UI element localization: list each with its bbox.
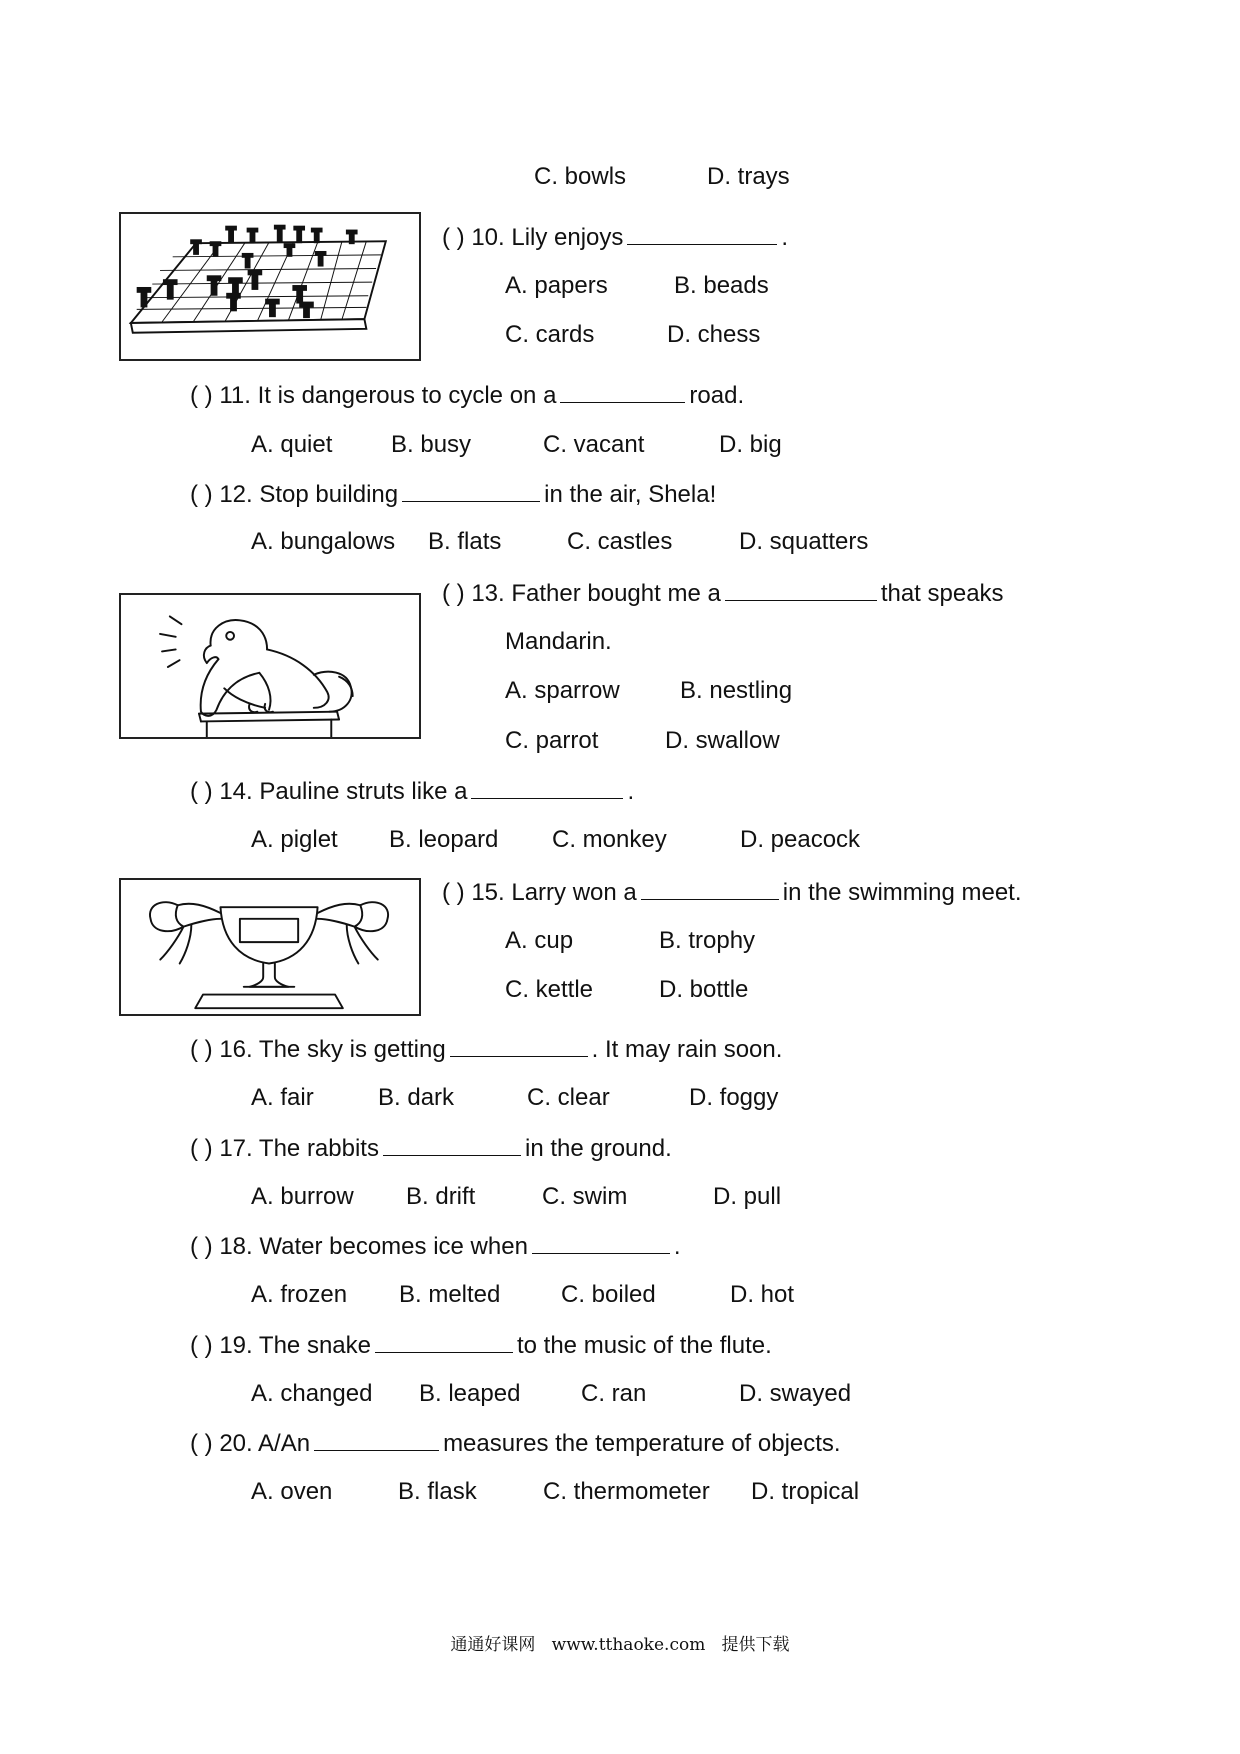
q20-option-b: B. flask — [398, 1478, 477, 1505]
q16-option-b: B. dark — [378, 1084, 455, 1111]
answer-blank[interactable] — [532, 1231, 670, 1254]
q14-option-a: A. piglet — [251, 826, 338, 853]
q19-option-a: A. changed — [251, 1380, 373, 1407]
q16-option-c: C. clear — [527, 1084, 610, 1111]
q14-option-c: C. monkey — [552, 826, 667, 853]
q15-option-d: D. bottle — [659, 976, 749, 1003]
question-20-stem: ( ) 20. A/An measures the temperature of objects. — [190, 1430, 841, 1457]
chess-board-icon — [121, 214, 419, 359]
answer-blank[interactable] — [471, 776, 623, 799]
q19-option-b: B. leaped — [419, 1380, 521, 1407]
q14-option-d: D. peacock — [740, 826, 861, 853]
q10-option-c: C. cards — [505, 321, 595, 348]
answer-blank[interactable] — [383, 1133, 521, 1156]
question-16-stem: ( ) 16. The sky is getting . It may rain soon. — [190, 1036, 783, 1063]
question-12-stem: ( ) 12. Stop building in the air, Shela! — [190, 481, 717, 508]
trophy-icon — [121, 880, 419, 1014]
question-13-stem-continued: Mandarin. — [505, 628, 612, 655]
page-footer — [0, 1634, 1240, 1656]
footer-note: 提供下载 — [721, 1635, 790, 1655]
q16-option-a: A. fair — [251, 1084, 314, 1111]
footer-site-name: 通通好课网 — [450, 1635, 536, 1655]
q18-option-c: C. boiled — [561, 1281, 656, 1308]
q15-option-a: A. cup — [505, 927, 574, 954]
q10-option-b: B. beads — [674, 272, 769, 299]
answer-blank[interactable] — [725, 578, 877, 601]
parrot-icon — [121, 595, 419, 737]
question-10-stem: ( ) 10. Lily enjoys . — [442, 224, 789, 251]
q9-option-c: C. bowls — [534, 163, 627, 190]
q11-option-a: A. quiet — [251, 431, 333, 458]
answer-blank[interactable] — [402, 479, 540, 502]
q15-option-c: C. kettle — [505, 976, 594, 1003]
q20-option-d: D. tropical — [751, 1478, 860, 1505]
question-19-stem: ( ) 19. The snake to the music of the flute. — [190, 1332, 772, 1359]
q12-option-d: D. squatters — [739, 528, 869, 555]
footer-url[interactable]: www.tthaoke.com — [551, 1635, 706, 1655]
trophy-picture — [119, 878, 421, 1016]
question-13-stem: ( ) 13. Father bought me a that speaks — [442, 580, 1004, 607]
q11-option-d: D. big — [719, 431, 782, 458]
q19-option-c: C. ran — [581, 1380, 647, 1407]
question-11-stem: ( ) 11. It is dangerous to cycle on a road. — [190, 382, 745, 409]
parrot-picture — [119, 593, 421, 739]
q17-option-c: C. swim — [542, 1183, 628, 1210]
q17-option-b: B. drift — [406, 1183, 476, 1210]
q12-option-c: C. castles — [567, 528, 673, 555]
q11-option-b: B. busy — [391, 431, 472, 458]
q13-option-d: D. swallow — [665, 727, 780, 754]
q20-option-c: C. thermometer — [543, 1478, 710, 1505]
q13-option-c: C. parrot — [505, 727, 599, 754]
q11-option-c: C. vacant — [543, 431, 645, 458]
chess-board-picture — [119, 212, 421, 361]
answer-blank[interactable] — [641, 877, 779, 900]
question-17-stem: ( ) 17. The rabbits in the ground. — [190, 1135, 672, 1162]
q20-option-a: A. oven — [251, 1478, 333, 1505]
q12-option-b: B. flats — [428, 528, 502, 555]
answer-blank[interactable] — [627, 222, 777, 245]
question-15-stem: ( ) 15. Larry won a in the swimming meet. — [442, 879, 1022, 906]
q9-option-d: D. trays — [707, 163, 790, 190]
q18-option-d: D. hot — [730, 1281, 795, 1308]
answer-blank[interactable] — [450, 1034, 588, 1057]
answer-blank[interactable] — [560, 380, 685, 403]
q13-option-a: A. sparrow — [505, 677, 620, 704]
q18-option-a: A. frozen — [251, 1281, 348, 1308]
answer-blank[interactable] — [314, 1428, 439, 1451]
q10-option-a: A. papers — [505, 272, 608, 299]
q18-option-b: B. melted — [399, 1281, 501, 1308]
q17-option-a: A. burrow — [251, 1183, 354, 1210]
q14-option-b: B. leopard — [389, 826, 499, 853]
q15-option-b: B. trophy — [659, 927, 756, 954]
q13-option-b: B. nestling — [680, 677, 793, 704]
q10-option-d: D. chess — [667, 321, 761, 348]
answer-blank[interactable] — [375, 1330, 513, 1353]
q19-option-d: D. swayed — [739, 1380, 852, 1407]
q17-option-d: D. pull — [713, 1183, 782, 1210]
question-18-stem: ( ) 18. Water becomes ice when . — [190, 1233, 681, 1260]
q12-option-a: A. bungalows — [251, 528, 396, 555]
question-14-stem: ( ) 14. Pauline struts like a . — [190, 778, 635, 805]
q16-option-d: D. foggy — [689, 1084, 779, 1111]
